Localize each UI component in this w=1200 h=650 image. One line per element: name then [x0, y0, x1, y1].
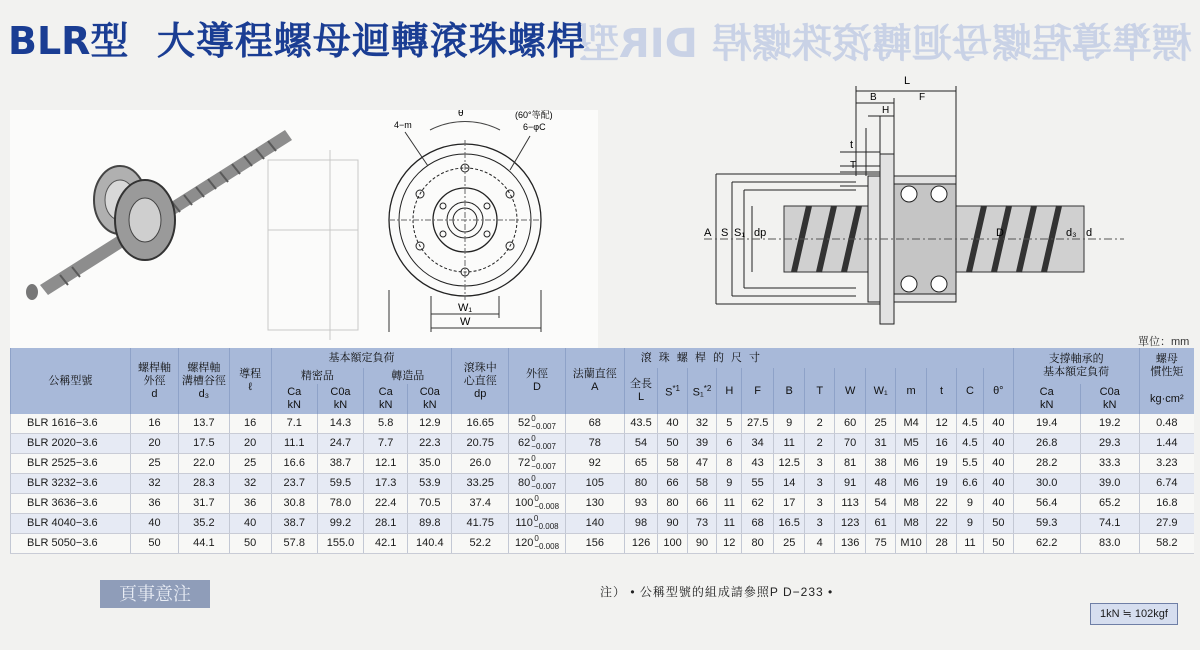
- cell-A: 130: [565, 494, 624, 514]
- cell-L: 93: [624, 494, 658, 514]
- cell-W1: 31: [866, 434, 895, 454]
- cell-model: BLR 5050−3.6: [11, 534, 131, 554]
- tolerance: 0 −0.008: [533, 514, 559, 532]
- cell-D: 62 0 −0.007: [509, 434, 566, 454]
- cell-ca_r: 7.7: [364, 434, 408, 454]
- cell-B: 12.5: [773, 454, 805, 474]
- cell-F: 68: [742, 514, 774, 534]
- hdr-T: T: [805, 368, 834, 414]
- cell-model: BLR 2525−3.6: [11, 454, 131, 474]
- cell-c0a_r: 140.4: [408, 534, 452, 554]
- cell-D: 80 0 −0.007: [509, 474, 566, 494]
- cell-m: M5: [895, 434, 927, 454]
- cell-H: 6: [717, 434, 742, 454]
- table-row: [11, 514, 1195, 534]
- cell-W1: 48: [866, 474, 895, 494]
- cell-theta: 40: [984, 474, 1013, 494]
- cell-L: 80: [624, 474, 658, 494]
- cell-m: M4: [895, 414, 927, 434]
- product-and-front-view: [10, 110, 598, 350]
- cell-c0a_r: 35.0: [408, 454, 452, 474]
- cell-F: 55: [742, 474, 774, 494]
- cell-W1: 75: [866, 534, 895, 554]
- cell-sca: 28.2: [1013, 454, 1080, 474]
- hdr-C: C: [956, 368, 983, 414]
- cell-ca_p: 11.1: [271, 434, 317, 454]
- title-name: 大導程螺母迴轉滾珠螺桿: [156, 19, 586, 63]
- cell-theta: 50: [984, 534, 1013, 554]
- cell-d: 32: [130, 474, 178, 494]
- hdr-screw-dims: 滾 珠 螺 桿 的 尺 寸: [624, 348, 1013, 368]
- cell-C: 9: [956, 494, 983, 514]
- dim-dp: dp: [754, 227, 767, 239]
- cell-W: 136: [834, 534, 866, 554]
- cell-A: 156: [565, 534, 624, 554]
- cell-sca: 59.3: [1013, 514, 1080, 534]
- cell-dp: 33.25: [452, 474, 509, 494]
- cell-sca: 30.0: [1013, 474, 1080, 494]
- cell-dp: 16.65: [452, 414, 509, 434]
- cell-C: 5.5: [956, 454, 983, 474]
- cell-theta: 50: [984, 514, 1013, 534]
- cell-W1: 61: [866, 514, 895, 534]
- cell-sc0a: 19.2: [1080, 414, 1139, 434]
- cell-c0a_p: 99.2: [317, 514, 363, 534]
- hdr-root-dia: 螺桿軸 溝槽谷徑 d₃: [179, 348, 229, 414]
- ball-screw-photo: [26, 130, 292, 300]
- holes-label: 6−φC: [523, 122, 546, 132]
- cell-ca_p: 38.7: [271, 514, 317, 534]
- cell-m: M8: [895, 514, 927, 534]
- dimension-lines: [840, 86, 956, 186]
- hdr-length: 全長 L: [624, 368, 658, 414]
- dim-B: B: [870, 92, 877, 103]
- cell-W: 91: [834, 474, 866, 494]
- cell-ca_r: 12.1: [364, 454, 408, 474]
- cell-c0a_p: 24.7: [317, 434, 363, 454]
- cell-A: 105: [565, 474, 624, 494]
- cell-B: 25: [773, 534, 805, 554]
- hdr-kgcm: kg·cm²: [1139, 384, 1194, 414]
- cell-T: 3: [805, 474, 834, 494]
- hdr-inertia: 螺母 慣性矩: [1139, 348, 1194, 384]
- cell-S: 40: [658, 414, 687, 434]
- cell-W1: 54: [866, 494, 895, 514]
- hdr-rolled: 轉造品: [364, 368, 452, 384]
- cell-D: 120 0 −0.008: [509, 534, 566, 554]
- cell-I: 0.48: [1139, 414, 1194, 434]
- cell-S: 50: [658, 434, 687, 454]
- cell-dp: 41.75: [452, 514, 509, 534]
- table-row: [11, 434, 1195, 454]
- hdr-support-c0a: C0a kN: [1080, 384, 1139, 414]
- cell-ca_r: 22.4: [364, 494, 408, 514]
- tolerance: 0 −0.008: [534, 534, 560, 552]
- hdr-basic-load: 基本額定負荷: [271, 348, 452, 368]
- cell-t: 19: [927, 454, 956, 474]
- tolerance: 0 −0.007: [531, 474, 556, 492]
- hdr-support-ca: Ca kN: [1013, 384, 1080, 414]
- tolerance: 0 −0.007: [531, 434, 556, 452]
- cell-T: 2: [805, 434, 834, 454]
- cell-D: 72 0 −0.007: [509, 454, 566, 474]
- cell-S1: 47: [687, 454, 716, 474]
- cell-W: 123: [834, 514, 866, 534]
- cell-m: M6: [895, 454, 927, 474]
- cell-sc0a: 74.1: [1080, 514, 1139, 534]
- cell-W: 70: [834, 434, 866, 454]
- cell-S: 58: [658, 454, 687, 474]
- cell-B: 14: [773, 474, 805, 494]
- cell-c0a_r: 70.5: [408, 494, 452, 514]
- cell-H: 11: [717, 514, 742, 534]
- faint-side-view: [268, 150, 358, 340]
- cell-sca: 19.4: [1013, 414, 1080, 434]
- cell-S1: 32: [687, 414, 716, 434]
- cell-B: 17: [773, 494, 805, 514]
- cell-A: 140: [565, 514, 624, 534]
- cell-S: 66: [658, 474, 687, 494]
- cell-D: 100 0 −0.008: [509, 494, 566, 514]
- cell-d3: 35.2: [179, 514, 229, 534]
- hdr-W1: W₁: [866, 368, 895, 414]
- cell-theta: 40: [984, 414, 1013, 434]
- hdr-S1: S₁$^{*2}$: [687, 368, 716, 414]
- cell-c0a_r: 53.9: [408, 474, 452, 494]
- cell-C: 4.5: [956, 414, 983, 434]
- cell-S1: 39: [687, 434, 716, 454]
- cell-ca_p: 16.6: [271, 454, 317, 474]
- cell-I: 3.23: [1139, 454, 1194, 474]
- cell-I: 1.44: [1139, 434, 1194, 454]
- cell-B: 16.5: [773, 514, 805, 534]
- cell-l: 50: [229, 534, 271, 554]
- cell-d: 20: [130, 434, 178, 454]
- cell-W1: 38: [866, 454, 895, 474]
- cell-F: 34: [742, 434, 774, 454]
- cell-c0a_r: 89.8: [408, 514, 452, 534]
- cell-dp: 26.0: [452, 454, 509, 474]
- cell-T: 3: [805, 494, 834, 514]
- hdr-S: $S^{*1}$: [658, 368, 687, 414]
- cell-C: 6.6: [956, 474, 983, 494]
- cell-A: 68: [565, 414, 624, 434]
- cell-A: 78: [565, 434, 624, 454]
- cell-d3: 31.7: [179, 494, 229, 514]
- cell-H: 8: [717, 454, 742, 474]
- nut-front-view: [389, 121, 541, 332]
- cell-l: 16: [229, 414, 271, 434]
- cell-dp: 52.2: [452, 534, 509, 554]
- cell-c0a_r: 22.3: [408, 434, 452, 454]
- cell-m: M10: [895, 534, 927, 554]
- cell-D: 110 0 −0.008: [509, 514, 566, 534]
- cell-sca: 62.2: [1013, 534, 1080, 554]
- cell-T: 4: [805, 534, 834, 554]
- cell-S1: 58: [687, 474, 716, 494]
- title-model: BLR型: [8, 19, 129, 63]
- cell-l: 36: [229, 494, 271, 514]
- dim-F: F: [919, 92, 926, 103]
- cell-D: 52 0 −0.007: [509, 414, 566, 434]
- cell-S1: 90: [687, 534, 716, 554]
- cell-ca_r: 17.3: [364, 474, 408, 494]
- cell-model: BLR 2020−3.6: [11, 434, 131, 454]
- spec-table-body: [11, 414, 1195, 554]
- hdr-theta: θ°: [984, 368, 1013, 414]
- cell-H: 9: [717, 474, 742, 494]
- footnote: 注） • 公稱型號的組成請參照P D−233 •: [600, 585, 834, 599]
- cell-d3: 28.3: [179, 474, 229, 494]
- unit-conversion-box: 1kN ≒ 102kgf: [1090, 603, 1178, 625]
- cell-S1: 73: [687, 514, 716, 534]
- cell-B: 9: [773, 414, 805, 434]
- cell-L: 54: [624, 434, 658, 454]
- hdr-c0a-rolled: C0a kN: [408, 384, 452, 414]
- cell-L: 126: [624, 534, 658, 554]
- cell-I: 58.2: [1139, 534, 1194, 554]
- cell-t: 22: [927, 494, 956, 514]
- cell-l: 20: [229, 434, 271, 454]
- dim-A: A: [704, 227, 712, 239]
- cell-F: 62: [742, 494, 774, 514]
- hdr-support: 支撐軸承的 基本額定負荷: [1013, 348, 1139, 384]
- dim-S1: S₁: [734, 227, 746, 239]
- cell-ca_p: 23.7: [271, 474, 317, 494]
- cell-d: 40: [130, 514, 178, 534]
- cell-S1: 66: [687, 494, 716, 514]
- cell-T: 2: [805, 414, 834, 434]
- cell-C: 4.5: [956, 434, 983, 454]
- cell-m: M8: [895, 494, 927, 514]
- cell-L: 98: [624, 514, 658, 534]
- cell-t: 12: [927, 414, 956, 434]
- cell-model: BLR 3636−3.6: [11, 494, 131, 514]
- hdr-m: m: [895, 368, 927, 414]
- cell-dp: 37.4: [452, 494, 509, 514]
- cell-d: 25: [130, 454, 178, 474]
- hdr-t: t: [927, 368, 956, 414]
- hdr-precision: 精密品: [271, 368, 363, 384]
- cell-ca_r: 28.1: [364, 514, 408, 534]
- cell-d3: 17.5: [179, 434, 229, 454]
- hdr-F: F: [742, 368, 774, 414]
- cell-c0a_p: 155.0: [317, 534, 363, 554]
- cell-m: M6: [895, 474, 927, 494]
- cell-T: 3: [805, 454, 834, 474]
- cell-ca_p: 30.8: [271, 494, 317, 514]
- cell-T: 3: [805, 514, 834, 534]
- hdr-model: 公稱型號: [11, 348, 131, 414]
- tolerance: 0 −0.008: [534, 494, 560, 512]
- cell-sc0a: 65.2: [1080, 494, 1139, 514]
- hdr-shaft-od: 螺桿軸 外徑 d: [130, 348, 178, 414]
- cell-t: 28: [927, 534, 956, 554]
- cell-L: 65: [624, 454, 658, 474]
- cell-F: 43: [742, 454, 774, 474]
- cell-F: 80: [742, 534, 774, 554]
- right-figure: [604, 66, 1194, 346]
- hdr-c0a-precision: C0a kN: [317, 384, 363, 414]
- cell-sc0a: 29.3: [1080, 434, 1139, 454]
- dim-d3: d₃: [1066, 227, 1077, 239]
- w1-label: W₁: [458, 302, 473, 314]
- tolerance: 0 −0.007: [531, 414, 556, 432]
- cell-ca_p: 7.1: [271, 414, 317, 434]
- cell-d3: 13.7: [179, 414, 229, 434]
- table-row: [11, 474, 1195, 494]
- cell-C: 9: [956, 514, 983, 534]
- hdr-lead: 導程 ℓ: [229, 348, 271, 414]
- cell-sc0a: 83.0: [1080, 534, 1139, 554]
- hdr-pcd: 滾珠中 心直徑 dp: [452, 348, 509, 414]
- page-title: [8, 10, 586, 63]
- bleed-through-box: 頁事意注: [100, 580, 210, 608]
- cell-S: 90: [658, 514, 687, 534]
- cell-W: 113: [834, 494, 866, 514]
- cell-ca_p: 57.8: [271, 534, 317, 554]
- table-row: [11, 414, 1195, 434]
- cell-L: 43.5: [624, 414, 658, 434]
- cell-sc0a: 33.3: [1080, 454, 1139, 474]
- cell-dp: 20.75: [452, 434, 509, 454]
- cell-c0a_p: 38.7: [317, 454, 363, 474]
- cell-d3: 44.1: [179, 534, 229, 554]
- table-row: [11, 494, 1195, 514]
- dim-L: L: [904, 75, 911, 87]
- cell-c0a_p: 14.3: [317, 414, 363, 434]
- dim-D: D: [996, 227, 1004, 239]
- cell-ca_r: 42.1: [364, 534, 408, 554]
- cell-t: 19: [927, 474, 956, 494]
- hdr-ca-precision: Ca kN: [271, 384, 317, 414]
- cell-l: 25: [229, 454, 271, 474]
- hdr-flange: 法蘭直徑 A: [565, 348, 624, 414]
- cell-B: 11: [773, 434, 805, 454]
- bleed-through-title: 標準導程螺母迴轉滾珠螺桿 DIR型: [579, 21, 1192, 67]
- cell-W: 60: [834, 414, 866, 434]
- hdr-B: B: [773, 368, 805, 414]
- dim-H: H: [882, 105, 890, 116]
- cell-l: 32: [229, 474, 271, 494]
- cell-c0a_p: 78.0: [317, 494, 363, 514]
- cell-theta: 40: [984, 434, 1013, 454]
- dim-t: t: [850, 139, 854, 151]
- cell-W: 81: [834, 454, 866, 474]
- cell-H: 12: [717, 534, 742, 554]
- cell-theta: 40: [984, 454, 1013, 474]
- pitch-note-label: (60°等配): [515, 110, 553, 120]
- cell-S: 100: [658, 534, 687, 554]
- hdr-od: 外徑 D: [509, 348, 566, 414]
- cell-d: 16: [130, 414, 178, 434]
- spec-table: [10, 348, 1194, 554]
- nut-side-section: [604, 66, 1194, 346]
- cell-d: 36: [130, 494, 178, 514]
- cell-model: BLR 1616−3.6: [11, 414, 131, 434]
- left-figure: [10, 110, 598, 350]
- cell-S: 80: [658, 494, 687, 514]
- cell-H: 5: [717, 414, 742, 434]
- cell-sca: 26.8: [1013, 434, 1080, 454]
- dim-T: T: [850, 160, 857, 171]
- w-label: W: [460, 316, 471, 328]
- hdr-H: H: [717, 368, 742, 414]
- table-row: [11, 534, 1195, 554]
- cell-l: 40: [229, 514, 271, 534]
- tolerance: 0 −0.007: [531, 454, 556, 472]
- cell-ca_r: 5.8: [364, 414, 408, 434]
- cell-I: 27.9: [1139, 514, 1194, 534]
- cell-theta: 40: [984, 494, 1013, 514]
- hdr-W: W: [834, 368, 866, 414]
- unit-label: 單位：mm: [1138, 336, 1190, 348]
- cell-I: 6.74: [1139, 474, 1194, 494]
- theta-label: θ: [458, 110, 464, 119]
- cell-sca: 56.4: [1013, 494, 1080, 514]
- cell-d: 50: [130, 534, 178, 554]
- dim-S: S: [721, 227, 729, 239]
- cell-t: 22: [927, 514, 956, 534]
- cell-H: 11: [717, 494, 742, 514]
- cell-C: 11: [956, 534, 983, 554]
- cell-sc0a: 39.0: [1080, 474, 1139, 494]
- cell-F: 27.5: [742, 414, 774, 434]
- table-row: [11, 454, 1195, 474]
- cell-c0a_p: 59.5: [317, 474, 363, 494]
- cell-c0a_r: 12.9: [408, 414, 452, 434]
- cell-t: 16: [927, 434, 956, 454]
- cell-model: BLR 4040−3.6: [11, 514, 131, 534]
- cell-d3: 22.0: [179, 454, 229, 474]
- cell-A: 92: [565, 454, 624, 474]
- four-m-label: 4−m: [394, 120, 412, 130]
- cell-W1: 25: [866, 414, 895, 434]
- hdr-ca-rolled: Ca kN: [364, 384, 408, 414]
- cell-model: BLR 3232−3.6: [11, 474, 131, 494]
- dim-d: d: [1086, 227, 1093, 239]
- cell-I: 16.8: [1139, 494, 1194, 514]
